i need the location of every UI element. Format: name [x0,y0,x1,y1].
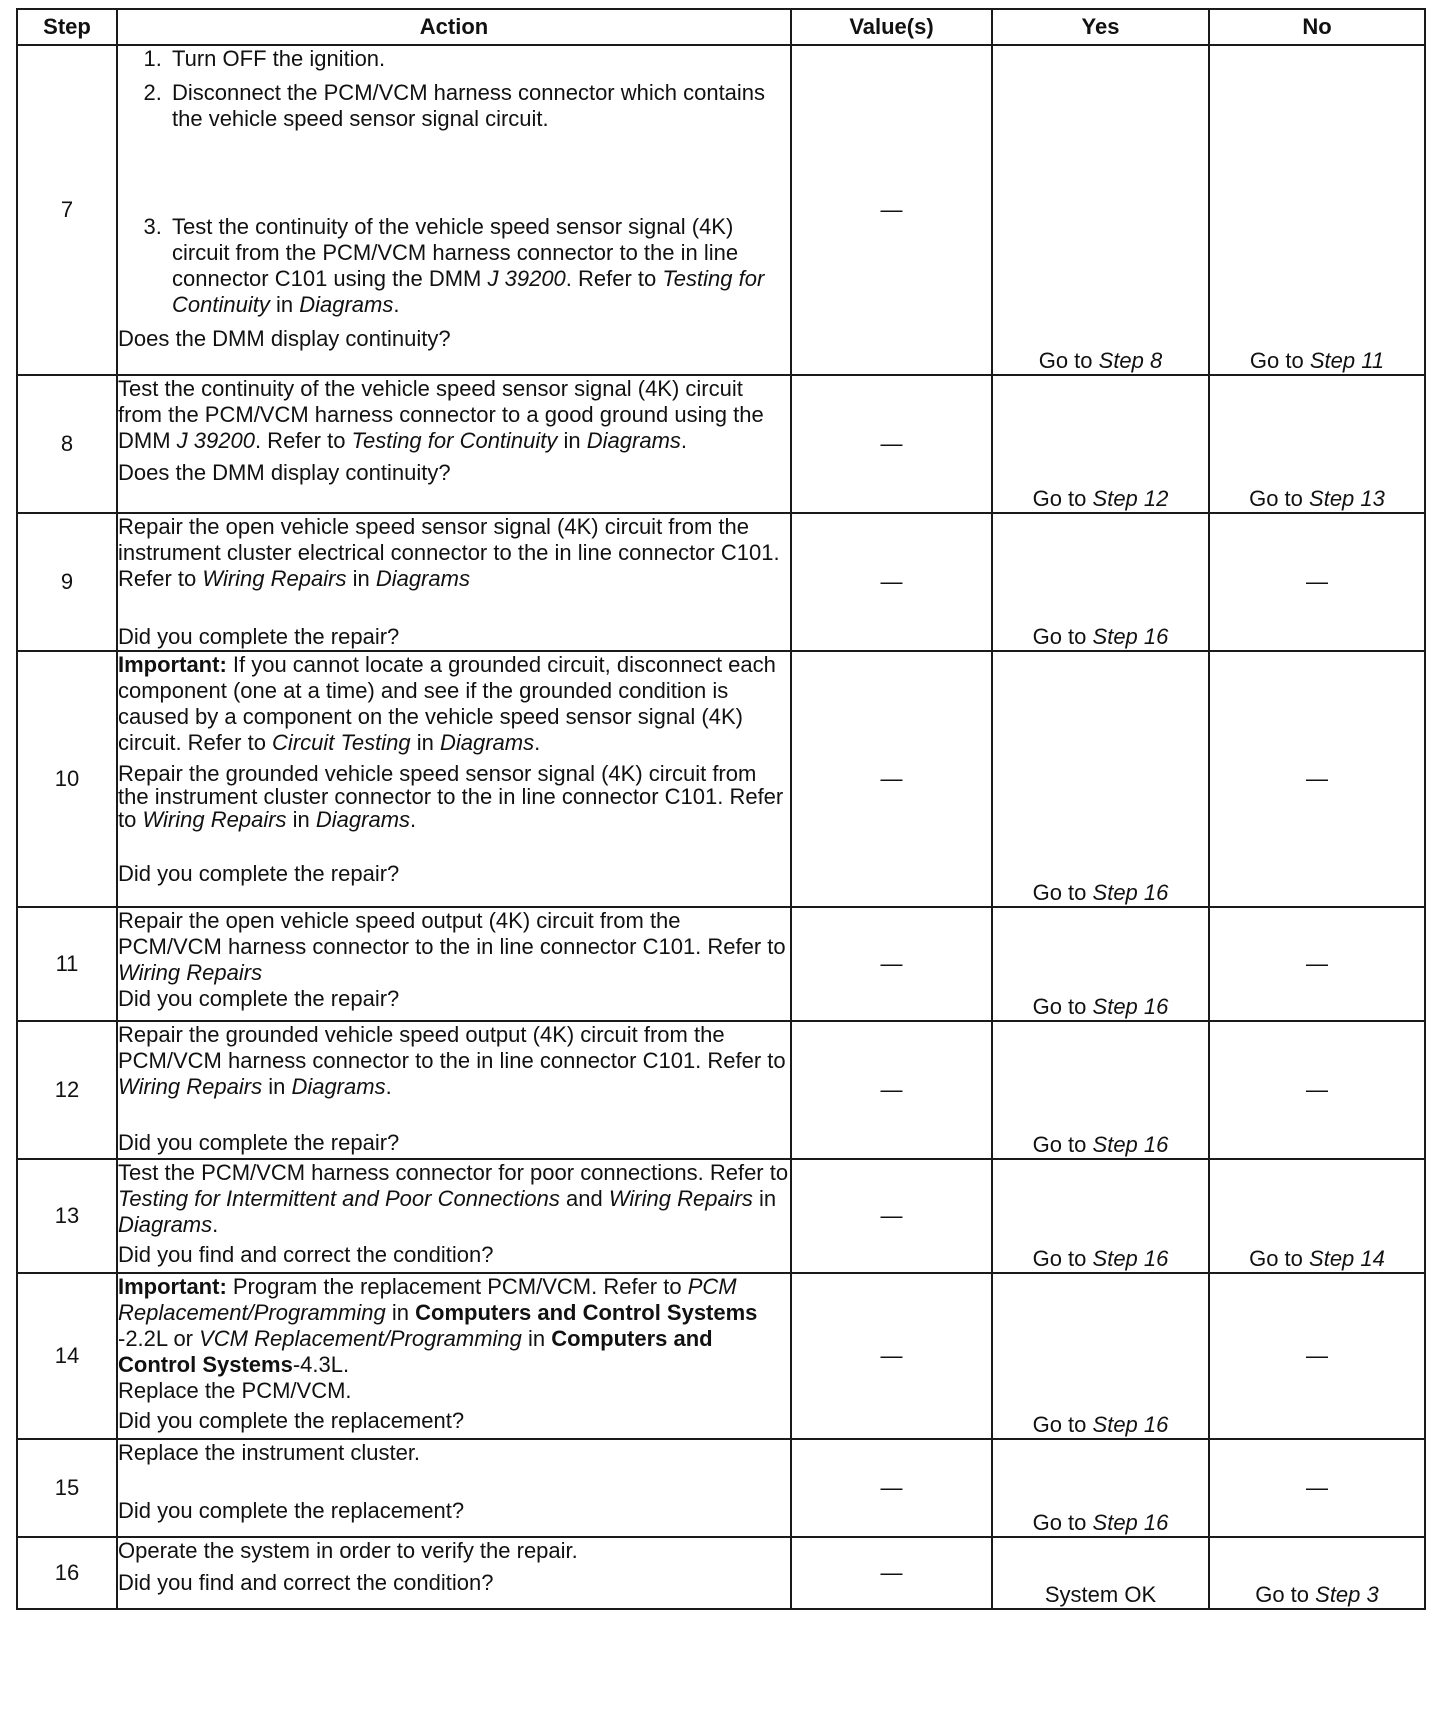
action-text: Test the continuity of the vehicle speed sensor signal (4K) circuit from the PCM/VCM harness connector to a good ground using the DMM J 39200. Refer to Testing for Continuity in Diagrams. [118,376,764,453]
step-number: 15 [17,1439,117,1537]
value-cell: — [791,1273,992,1439]
action-list [118,46,790,318]
action-question: Does the DMM display continuity? [118,326,451,351]
value-cell: — [791,45,992,375]
table-row-step-16 [17,1537,1425,1609]
action-question: Did you find and correct the condition? [118,1242,494,1267]
yes-cell: Go to Step 16 [992,1439,1209,1537]
no-cell: Go to Step 3 [1209,1537,1425,1609]
value-cell: — [791,1537,992,1609]
list-item: 3. Test the continuity of the vehicle speed sensor signal (4K) circuit from the PCM/VCM harness connector to the in line connector C101 using the DMM J 39200. Refer to Testing for Continuity in Diagrams. [168,214,790,318]
value-cell: — [791,1159,992,1273]
table-row-step-7 [17,45,1425,375]
value-cell: — [791,513,992,651]
table-row-step-14 [17,1273,1425,1439]
header-row [17,9,1425,45]
no-cell: Go to Step 11 [1209,45,1425,375]
action-cell [117,1439,791,1537]
step-number: 14 [17,1273,117,1439]
yes-cell: Go to Step 16 [992,1159,1209,1273]
step-number: 8 [17,375,117,513]
no-cell: — [1209,651,1425,907]
action-text: Replace the PCM/VCM. [118,1378,352,1403]
value-cell: — [791,907,992,1021]
no-cell: — [1209,1439,1425,1537]
yes-cell: Go to Step 16 [992,651,1209,907]
action-question: Did you complete the repair? [118,861,400,886]
action-text: Important: Program the replacement PCM/VCM. Refer to PCM Replacement/Programming in Computers and Control Systems -2.2L or VCM Replacement/Programming in Computers and Control Systems-4.3L. [118,1274,758,1377]
action-text: Repair the grounded vehicle speed output (4K) circuit from the PCM/VCM harness connector to the in line connector C101. Refer to Wiring Repairs in Diagrams. [118,1022,786,1099]
value-cell: — [791,375,992,513]
action-question: Did you find and correct the condition? [118,1570,494,1595]
action-cell [117,1021,791,1159]
step-number: 16 [17,1537,117,1609]
action-text: Operate the system in order to verify the repair. [118,1538,578,1563]
no-cell: — [1209,1273,1425,1439]
action-text: Test the PCM/VCM harness connector for poor connections. Refer to Testing for Intermittent and Poor Connections and Wiring Repairs in Diagrams. [118,1160,789,1237]
action-cell [117,907,791,1021]
action-cell [117,1273,791,1439]
value-cell: — [791,1021,992,1159]
important-label: Important: [118,652,227,677]
step-number: 11 [17,907,117,1021]
yes-cell: Go to Step 16 [992,513,1209,651]
step-number: 7 [17,45,117,375]
yes-cell: Go to Step 16 [992,1273,1209,1439]
action-question: Did you complete the replacement? [118,1408,465,1433]
header-action: Action [117,9,791,45]
action-question: Did you complete the repair? [118,986,400,1011]
table-row-step-9 [17,513,1425,651]
table-row-step-15 [17,1439,1425,1537]
yes-cell: Go to Step 12 [992,375,1209,513]
table-row-step-13 [17,1159,1425,1273]
header-no: No [1209,9,1425,45]
action-cell [117,1537,791,1609]
no-cell: — [1209,1021,1425,1159]
action-text: Repair the open vehicle speed output (4K) circuit from the PCM/VCM harness connector to the in line connector C101. Refer to Wiring Repairs [118,908,786,985]
list-item: 2. Disconnect the PCM/VCM harness connector which contains the vehicle speed sensor signal circuit. [168,80,790,132]
action-question: Does the DMM display continuity? [118,460,451,485]
action-text: Replace the instrument cluster. [118,1440,421,1465]
action-text: Repair the open vehicle speed sensor signal (4K) circuit from the instrument cluster electrical connector to the in line connector C101. Refer to Wiring Repairs in Diagrams [118,514,780,591]
action-cell [117,651,791,907]
action-cell [117,375,791,513]
no-cell: — [1209,907,1425,1021]
action-cell [117,513,791,651]
action-text: Important: If you cannot locate a grounded circuit, disconnect each component (one at a time) and see if the grounded condition is caused by a component on the vehicle speed sensor signal (4K) circuit. Refer to Circuit Testing in Diagrams. [118,652,776,755]
no-cell: Go to Step 13 [1209,375,1425,513]
diagnostic-table [16,8,1426,1610]
action-cell [117,45,791,375]
table-row-step-10 [17,651,1425,907]
value-cell: — [791,651,992,907]
header-step: Step [17,9,117,45]
action-cell [117,1159,791,1273]
header-yes: Yes [992,9,1209,45]
action-question: Did you complete the repair? [118,624,400,649]
header-values: Value(s) [791,9,992,45]
value-cell: — [791,1439,992,1537]
no-cell: — [1209,513,1425,651]
step-number: 10 [17,651,117,907]
action-text: Repair the grounded vehicle speed sensor signal (4K) circuit from the instrument cluster connector to the in line connector C101. Refer to Wiring Repairs in Diagrams. [118,761,784,832]
yes-cell: Go to Step 8 [992,45,1209,375]
action-question: Did you complete the replacement? [118,1498,465,1523]
step-number: 12 [17,1021,117,1159]
action-question: Did you complete the repair? [118,1130,400,1155]
table-row-step-11 [17,907,1425,1021]
yes-cell: System OK [992,1537,1209,1609]
table-row-step-8 [17,375,1425,513]
yes-cell: Go to Step 16 [992,907,1209,1021]
table-row-step-12 [17,1021,1425,1159]
no-cell: Go to Step 14 [1209,1159,1425,1273]
step-number: 13 [17,1159,117,1273]
list-item: 1. Turn OFF the ignition. [168,46,790,72]
step-number: 9 [17,513,117,651]
important-label: Important: [118,1274,227,1299]
yes-cell: Go to Step 16 [992,1021,1209,1159]
